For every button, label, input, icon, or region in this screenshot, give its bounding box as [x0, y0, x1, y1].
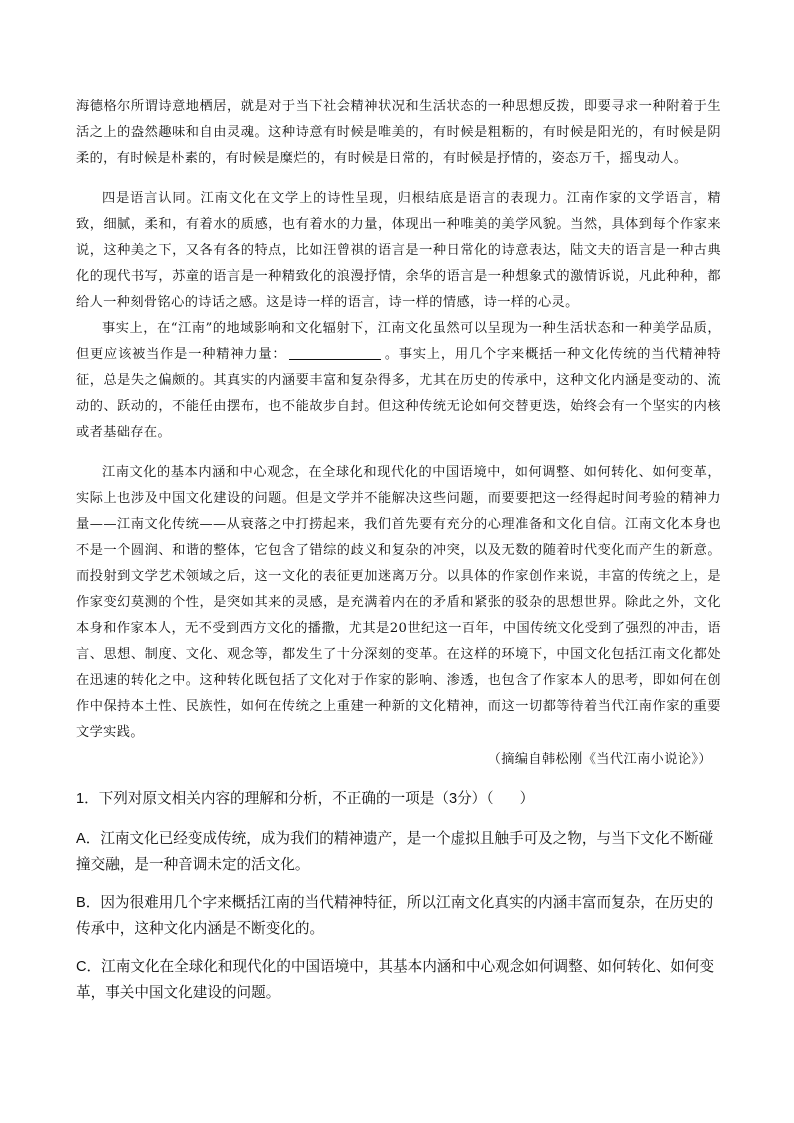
passage-paragraph-3	[76, 316, 721, 446]
passage-paragraph-4: 江南文化的基本内涵和中心观念，在全球化和现代化的中国语境中，如何调整、如何转化、如何变革，实际上也涉及中国文化建设的问题。但是文学并不能解决这些问题，而要要把这一经得起时间考验的精神力量——江南文化传统——从衰落之中打捞起来，我们首先要有充分的心理准备和文化自信。江南文化本身也不是一个圆润、和谐的整体，它包含了错综的歧义和复杂的冲突，以及无数的随着时代变化而产生的新意。而投射到文学艺术领域之后，这一文化的表征更加迷离万分。以具体的作家创作来说，丰富的传统之上，是作家变幻莫测的个性，是突如其来的灵感，是充满着内在的矛盾和紧张的驳杂的思想世界。除此之外，文化本身和作家本人，无不受到西方文化的播撒，尤其是20世纪这一百年，中国传统文化受到了强烈的冲击，语言、思想、制度、文化、观念等，都发生了十分深刻的变革。在这样的环境下，中国文化包括江南文化都处在迅速的转化之中。这种转化既包括了文化对于作家的影响、渗透，也包含了作家本人的思考，即如何在创作中保持本土性、民族性，如何在传统之上重建一种新的文化精神，而这一切都等待着当代江南作家的重要文学实践。	[76, 465, 721, 740]
question-stem-close: ）	[519, 791, 535, 807]
paragraph-3-text-before-blank: 事实上，在“江南”的地域影响和文化辐射下，江南文化虽然可以呈现为一种生活状态和一种美学品质，但更应该被当作是一种精神力量：	[76, 321, 721, 362]
fill-in-blank[interactable]	[289, 345, 381, 360]
option-b: B．因为很难用几个字来概括江南的当代精神特征，所以江南文化真实的内涵丰富而复杂，在历史的传承中，这种文化内涵是不断变化的。	[76, 895, 714, 937]
passage-paragraph-1: 海德格尔所谓诗意地栖居，就是对于当下社会精神状况和生活状态的一种思想反拨，即要寻求一种附着于生活之上的盎然趣味和自由灵魂。这种诗意有时候是唯美的，有时候是粗粝的，有时候是阳光的，有时候是阴柔的，有时候是朴素的，有时候是糜烂的，有时候是日常的，有时候是抒情的，姿态万千，摇曳动人。	[76, 99, 721, 166]
question-stem-text: 1．下列对原文相关内容的理解和分析，不正确的一项是（3分）（	[76, 791, 494, 807]
question-stem	[76, 786, 721, 812]
passage-paragraph-2: 四是语言认同。江南文化在文学上的诗性呈现，归根结底是语言的表现力。江南作家的文学语言，精致，细腻，柔和，有着水的质感，也有着水的力量，体现出一种唯美的美学风貌。当然，具体到每个作家来说，这种美之下，又各有各的特点，比如汪曾祺的语言是一种日常化的诗意表达，陆文夫的语言是一种古典化的现代书写，苏童的语言是一种精致化的浪漫抒情，余华的语言是一种想象式的激情诉说，凡此种种，都给人一种刻骨铭心的诗话之感。这是诗一样的语言，诗一样的情感，诗一样的心灵。	[76, 191, 721, 310]
source-citation: （摘编自韩松刚《当代江南小说论》）	[487, 752, 712, 767]
paragraph-3-text-after-blank: 。事实上，用几个字来概括一种文化传统的当代精神特征，总是失之偏颇的。其真实的内涵要丰富和复杂得多，尤其在历史的传承中，这种文化内涵是变动的、流动的、跃动的，不能任由摆布，也不能故步自封。但这种传统无论如何交替更迭，始终会有一个坚实的内核或者基础存在。	[76, 347, 721, 440]
option-a: A．江南文化已经变成传统，成为我们的精神遗产，是一个虚拟且触手可及之物，与当下文化不断碰撞交融，是一种音调未定的活文化。	[76, 831, 714, 873]
option-c: C．江南文化在全球化和现代化的中国语境中，其基本内涵和中心观念如何调整、如何转化、如何变革，事关中国文化建设的问题。	[76, 959, 715, 1001]
